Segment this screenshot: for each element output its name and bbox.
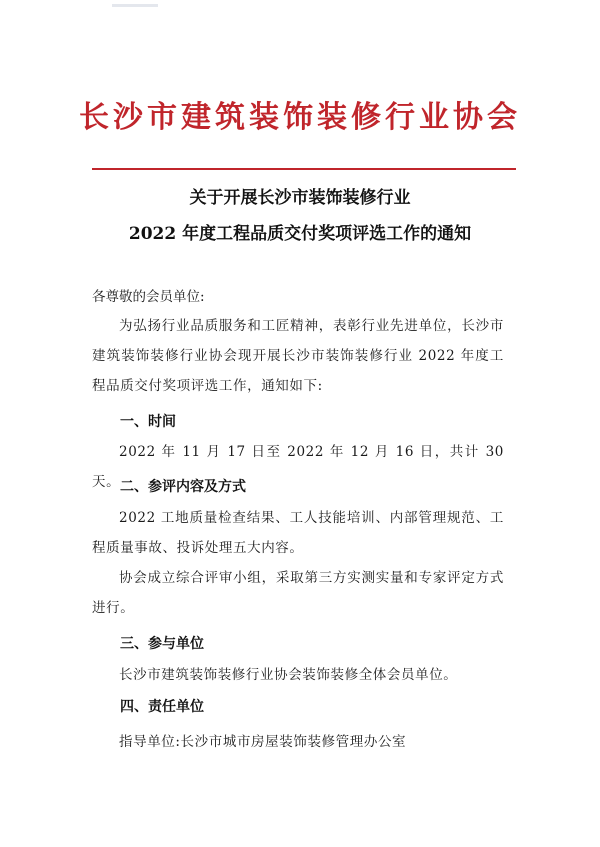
content-paragraph: 2022 工地质量检查结果、工人技能培训、内部管理规范、工程质量事故、投诉处理五大内容。: [92, 510, 504, 556]
notice-title-line-2: 2022 年度工程品质交付奖项评选工作的通知: [128, 224, 472, 244]
section-heading-content: 二、参评内容及方式: [120, 479, 246, 495]
section-heading-time: 一、时间: [120, 414, 176, 430]
scan-mark: [112, 4, 158, 7]
participants-paragraph: 长沙市建筑装饰装修行业协会装饰装修全体会员单位。: [119, 667, 458, 683]
letterhead-org-name: 长沙市建筑装饰装修行业协会: [79, 100, 521, 135]
notice-title-line-1: 关于开展长沙市装饰装修行业: [189, 188, 411, 208]
section-heading-responsible: 四、责任单位: [120, 699, 204, 715]
method-paragraph: 协会成立综合评审小组，采取第三方实测实量和专家评定方式进行。: [92, 570, 504, 616]
time-paragraph: 2022 年 11 月 17 日至 2022 年 12 月 16 日，共计 30 天。: [92, 444, 504, 490]
letterhead-divider: [92, 168, 516, 170]
intro-paragraph: 为弘扬行业品质服务和工匠精神，表彰行业先进单位，长沙市建筑装饰装修行业协会现开展长沙市装饰装修行业 2022 年度工程品质交付奖项评选工作，通知如下:: [92, 318, 504, 394]
responsible-paragraph: 指导单位:长沙市城市房屋装饰装修管理办公室: [119, 734, 407, 750]
salutation: 各尊敬的会员单位:: [92, 289, 205, 305]
section-heading-participants: 三、参与单位: [120, 636, 204, 652]
